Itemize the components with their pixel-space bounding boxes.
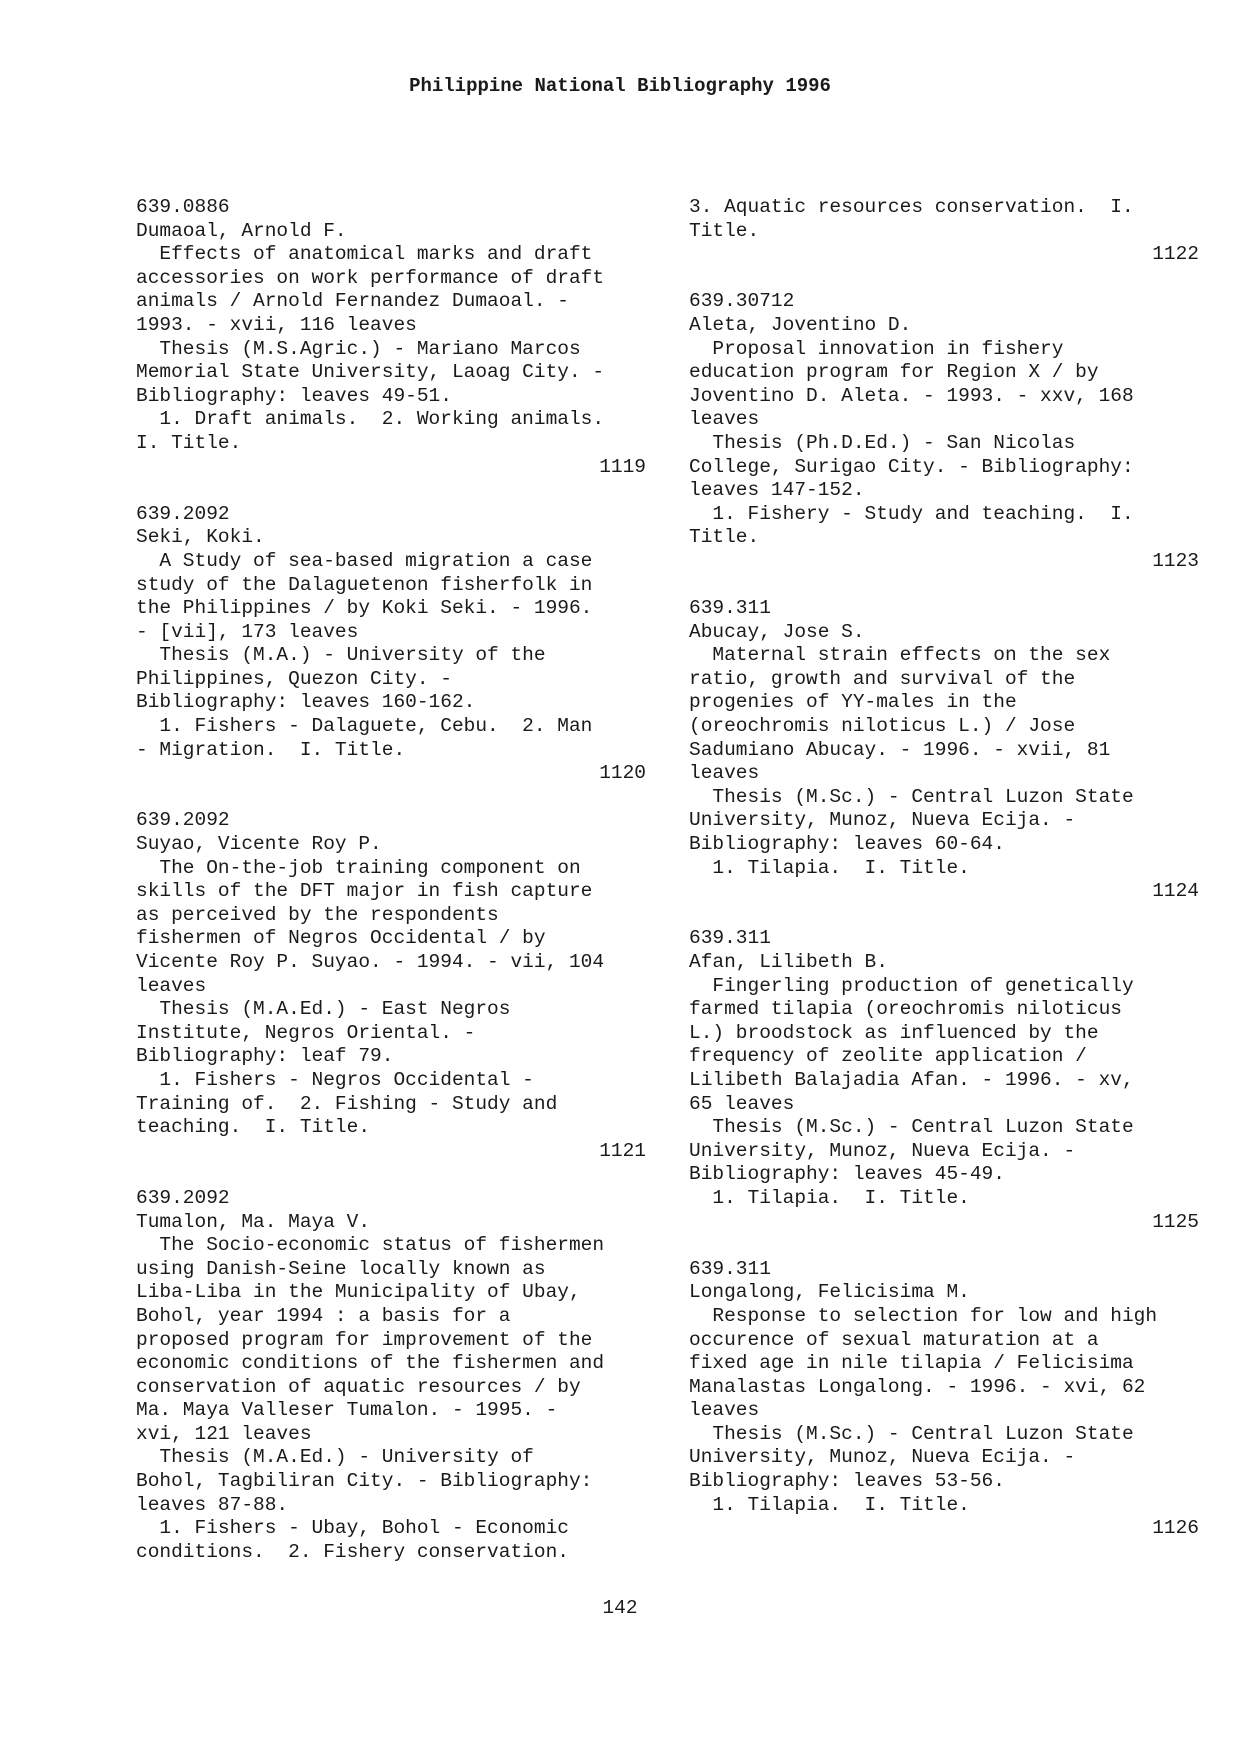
entry-spacer — [689, 267, 1199, 291]
entry-line: 3. Aquatic resources conservation. I. — [689, 196, 1134, 218]
entry-line: Abucay, Jose S. — [689, 620, 865, 643]
bibliography-entry — [689, 290, 1199, 573]
entry-line: 1. Draft animals. 2. Working animals. — [136, 408, 605, 431]
entry-number: 1122 — [1152, 243, 1199, 266]
entry-line: The On-the-job training component on — [136, 856, 581, 879]
entry-line: xvi, 121 leaves — [136, 1422, 312, 1445]
entry-line: Thesis (Ph.D.Ed.) - San Nicolas — [689, 431, 1076, 454]
entry-line: 1. Tilapia. I. Title. — [689, 856, 970, 879]
entry-line: 639.2092 — [136, 1186, 230, 1209]
entry-line: leaves — [689, 762, 760, 785]
entry-line: Vicente Roy P. Suyao. - 1994. - vii, 104 — [136, 951, 605, 973]
entry-line: study of the Dalaguetenon fisherfolk in — [136, 573, 593, 596]
entry-line: as perceived by the respondents — [136, 903, 499, 926]
entry-line: 639.311 — [689, 597, 771, 620]
bibliography-entry — [136, 503, 646, 786]
entry-line: Title. — [689, 526, 760, 549]
entry-number: 1125 — [1152, 1210, 1199, 1233]
entry-line: Training of. 2. Fishing - Study and — [136, 1092, 558, 1115]
entry-line: College, Surigao City. - Bibliography: — [689, 455, 1134, 478]
bibliography-entry — [689, 597, 1199, 904]
entry-line: Fingerling production of genetically — [689, 974, 1134, 997]
entry-line: Bibliography: leaves 60-64. — [689, 833, 1005, 856]
entry-line: leaves — [136, 974, 207, 997]
entry-line: economic conditions of the fishermen and — [136, 1352, 605, 1375]
entry-line: 1. Tilapia. I. Title. — [689, 1493, 970, 1516]
entry-line: - Migration. I. Title. — [136, 738, 406, 761]
entry-number: 1123 — [1152, 549, 1199, 572]
entry-line: 639.2092 — [136, 502, 230, 525]
entry-line: Ma. Maya Valleser Tumalon. - 1995. - — [136, 1399, 558, 1422]
entry-line: Proposal innovation in fishery — [689, 337, 1064, 360]
entry-line: L.) broodstock as influenced by the — [689, 1021, 1099, 1044]
entry-line: 1. Fishers - Dalaguete, Cebu. 2. Man — [136, 715, 593, 738]
entry-line: Institute, Negros Oriental. - — [136, 1021, 476, 1044]
page-number: 142 — [602, 1597, 638, 1619]
entry-line: Sadumiano Abucay. - 1996. - xvii, 81 — [689, 738, 1111, 761]
entry-line: Dumaoal, Arnold F. — [136, 219, 347, 242]
entry-line: the Philippines / by Koki Seki. - 1996. — [136, 597, 593, 620]
entry-line: 1. Fishery - Study and teaching. I. — [689, 502, 1134, 525]
bibliography-entry — [689, 927, 1199, 1234]
entry-line: farmed tilapia (oreochromis niloticus — [689, 998, 1122, 1021]
entry-line: Bibliography: leaf 79. — [136, 1045, 394, 1068]
entry-number: 1120 — [599, 762, 646, 785]
entry-line: Thesis (M.S.Agric.) - Mariano Marcos — [136, 337, 581, 360]
entry-line: - [vii], 173 leaves — [136, 620, 359, 643]
entry-line: teaching. I. Title. — [136, 1116, 371, 1139]
entry-line: Longalong, Felicisima M. — [689, 1281, 970, 1304]
entry-spacer — [689, 1234, 1199, 1258]
entry-line: Tumalon, Ma. Maya V. — [136, 1210, 371, 1233]
entry-line: 1. Fishers - Ubay, Bohol - Economic — [136, 1517, 569, 1540]
entry-line: leaves — [689, 1399, 760, 1422]
bibliography-entry — [136, 1187, 646, 1565]
entry-line: Aleta, Joventino D. — [689, 313, 912, 336]
entry-line: fishermen of Negros Occidental / by — [136, 927, 546, 950]
entry-spacer — [136, 786, 646, 810]
entry-line: leaves 147-152. — [689, 479, 865, 502]
entry-line: 639.311 — [689, 1257, 771, 1280]
entry-line: (oreochromis niloticus L.) / Jose — [689, 715, 1076, 738]
entry-line: Effects of anatomical marks and draft — [136, 243, 593, 266]
entry-line: 1993. - xvii, 116 leaves — [136, 313, 417, 336]
entry-line: Bohol, year 1994 : a basis for a — [136, 1304, 511, 1327]
entry-line: Thesis (M.Sc.) - Central Luzon State — [689, 1422, 1134, 1445]
entry-line: Bibliography: leaves 49-51. — [136, 384, 452, 407]
entry-spacer — [136, 1163, 646, 1187]
entry-number: 1119 — [599, 455, 646, 478]
entry-line: A Study of sea-based migration a case — [136, 549, 593, 572]
entry-line: leaves — [689, 408, 760, 431]
entry-line: frequency of zeolite application / — [689, 1045, 1087, 1068]
entry-spacer — [689, 574, 1199, 598]
left-column — [136, 196, 646, 1564]
bibliography-entry — [689, 1258, 1199, 1541]
entry-line: 639.0886 — [136, 196, 230, 218]
entry-line: occurence of sexual maturation at a — [689, 1328, 1099, 1351]
entry-line: progenies of YY-males in the — [689, 691, 1017, 714]
entry-number: 1126 — [1152, 1517, 1199, 1540]
entry-line: 639.30712 — [689, 290, 795, 313]
entry-line: Thesis (M.Sc.) - Central Luzon State — [689, 1116, 1134, 1139]
entry-line: Thesis (M.A.Ed.) - East Negros — [136, 998, 511, 1021]
entry-line: using Danish-Seine locally known as — [136, 1257, 546, 1280]
entry-line: conservation of aquatic resources / by — [136, 1375, 581, 1398]
entry-line: 639.311 — [689, 927, 771, 950]
entry-spacer — [136, 479, 646, 503]
bibliography-entry — [689, 196, 1199, 267]
entry-line: ratio, growth and survival of the — [689, 667, 1076, 690]
page-title: Philippine National Bibliography 1996 — [409, 75, 831, 97]
entry-line: Suyao, Vicente Roy P. — [136, 833, 382, 856]
entry-line: Afan, Lilibeth B. — [689, 951, 888, 973]
entry-line: Bohol, Tagbiliran City. - Bibliography: — [136, 1470, 593, 1493]
entry-line: Lilibeth Balajadia Afan. - 1996. - xv, — [689, 1068, 1134, 1091]
entry-line: Response to selection for low and high — [689, 1304, 1158, 1327]
entry-line: Bibliography: leaves 53-56. — [689, 1470, 1005, 1493]
entry-line: proposed program for improvement of the — [136, 1328, 593, 1351]
entry-line: I. Title. — [136, 431, 242, 454]
entry-line: Bibliography: leaves 45-49. — [689, 1163, 1005, 1186]
entry-line: education program for Region X / by — [689, 361, 1099, 384]
entry-line: skills of the DFT major in fish capture — [136, 880, 593, 903]
entry-line: Bibliography: leaves 160-162. — [136, 691, 476, 714]
entry-line: Thesis (M.A.Ed.) - University of — [136, 1446, 534, 1469]
entry-line: accessories on work performance of draft — [136, 266, 605, 289]
bibliography-entry — [136, 809, 646, 1163]
entry-line: fixed age in nile tilapia / Felicisima — [689, 1352, 1134, 1375]
entry-line: 1. Fishers - Negros Occidental - — [136, 1068, 534, 1091]
entry-line: leaves 87-88. — [136, 1493, 289, 1516]
right-column — [689, 196, 1199, 1541]
entry-line: 1. Tilapia. I. Title. — [689, 1186, 970, 1209]
entry-line: University, Munoz, Nueva Ecija. - — [689, 809, 1076, 832]
entry-line: Thesis (M.A.) - University of the — [136, 644, 546, 667]
entry-line: University, Munoz, Nueva Ecija. - — [689, 1139, 1076, 1162]
entry-line: University, Munoz, Nueva Ecija. - — [689, 1446, 1076, 1469]
entry-line: conditions. 2. Fishery conservation. — [136, 1540, 569, 1563]
entry-line: Maternal strain effects on the sex — [689, 644, 1111, 667]
entry-line: The Socio-economic status of fishermen — [136, 1234, 605, 1257]
entry-line: Memorial State University, Laoag City. - — [136, 361, 605, 384]
entry-number: 1121 — [599, 1139, 646, 1162]
entry-line: 639.2092 — [136, 809, 230, 832]
entry-spacer — [689, 904, 1199, 928]
entry-line: Liba-Liba in the Municipality of Ubay, — [136, 1281, 581, 1304]
entry-line: Joventino D. Aleta. - 1993. - xxv, 168 — [689, 384, 1134, 407]
entry-line: Thesis (M.Sc.) - Central Luzon State — [689, 785, 1134, 808]
entry-number: 1124 — [1152, 880, 1199, 903]
entry-line: Title. — [689, 219, 760, 242]
entry-line: Manalastas Longalong. - 1996. - xvi, 62 — [689, 1375, 1146, 1398]
entry-line: animals / Arnold Fernandez Dumaoal. - — [136, 290, 569, 313]
bibliography-entry — [136, 196, 646, 479]
entry-line: 65 leaves — [689, 1092, 795, 1115]
entry-line: Seki, Koki. — [136, 526, 265, 549]
entry-line: Philippines, Quezon City. - — [136, 667, 452, 690]
